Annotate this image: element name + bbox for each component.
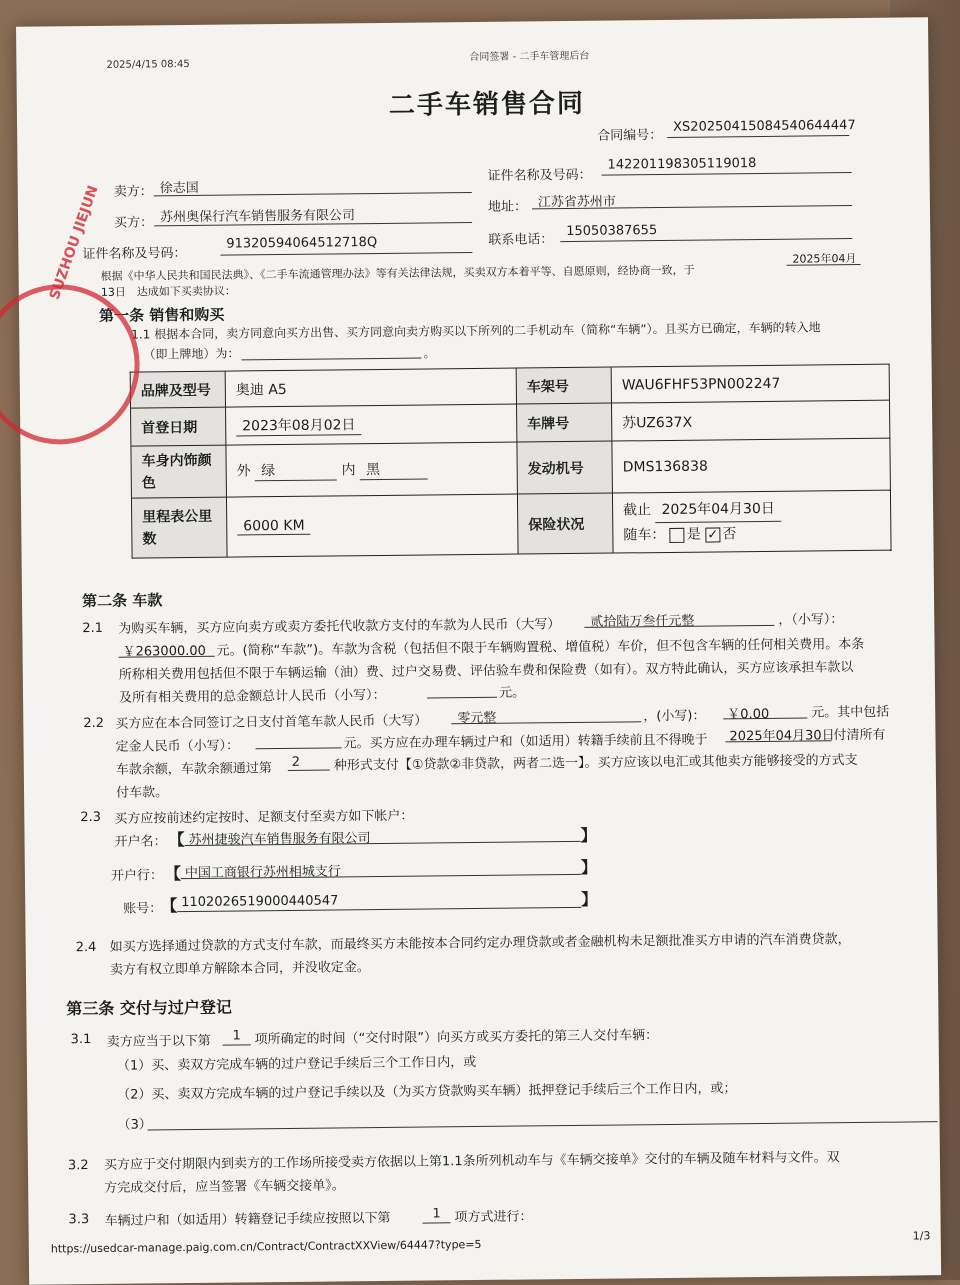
deposit-amount-line	[256, 747, 342, 749]
address: 江苏省苏州市	[537, 194, 616, 211]
clause-2-3-number: 2.3	[80, 809, 102, 826]
color-label: 车身内饰颜色	[141, 452, 212, 491]
clause-2-1-small-label: ，（小写）：	[778, 612, 844, 628]
clause-2-4-line-2: 卖方有权立即单方解除本合同，并没收定金。	[109, 960, 370, 978]
brand-label: 品牌及型号	[140, 382, 211, 399]
ext-prefix: 外	[236, 463, 251, 480]
preamble-line-1: 根据《中华人民共和国民法典》、《二手车流通管理办法》等有关法律法规，买卖双方本着平等、自愿原则，经协商一致，于	[100, 263, 695, 283]
article-1-heading: 第一条 销售和购买	[98, 305, 225, 325]
contract-page	[16, 17, 941, 1284]
delivery-option-3-line	[148, 1121, 938, 1130]
contract-title: 二手车销售合同	[388, 88, 586, 121]
account-name-bracket-close: 】	[580, 825, 597, 845]
preamble-date-day: 13日	[100, 285, 126, 299]
clause-1-1-end: 。	[423, 346, 436, 361]
clause-3-1-line-1: 卖方应当于以下第	[106, 1033, 211, 1050]
window-title: 合同签署 - 二手车管理后台	[469, 50, 590, 64]
clause-2-2-line-3-end: 种形式支付【①贷款②非贷款，两者二选一】。买方应该以电汇或其他卖方能够接受的方式支	[333, 753, 858, 774]
engine-cell	[612, 438, 891, 493]
price-amount: ￥263000.00	[122, 643, 206, 660]
clause-3-1-line-1-end: 项所确定的时间（“交付时限”）向买方或买方委托的第三人交付车辆：	[254, 1028, 659, 1048]
clause-2-1-line-4: 及所有相关费用的总金额总计人民币（小写）：	[118, 687, 386, 706]
clause-2-2-line-2-end: 付清所有	[833, 727, 886, 744]
clause-3-2-number: 3.2	[67, 1158, 89, 1174]
contract-number-label: 合同编号：	[597, 128, 663, 144]
preamble-date: 2025年04月	[792, 251, 857, 266]
mileage-cell	[226, 494, 518, 557]
clause-2-2-line-2: 定金人民币（小写）：	[115, 738, 240, 755]
contract-number-line	[667, 135, 849, 138]
with-car-yes-label: 是	[686, 526, 701, 543]
delivery-option-2: （2）买、卖双方完成车辆的过户登记手续以及（为买方贷款购买车辆）抵押登记手续后三个工作日内，或；	[117, 1081, 737, 1103]
account-name-bracket-open: 【	[168, 830, 185, 850]
address-label: 地址：	[487, 199, 528, 215]
mileage-label-cell	[131, 497, 227, 558]
account-number: 1102026519000440547	[181, 893, 339, 911]
clause-2-3-line-1: 买方应按前述约定按时、足额支付至卖方如下帐户：	[114, 808, 414, 827]
plate-value: 苏UZ637X	[622, 414, 693, 431]
preamble-line-2: 达成如下买卖协议：	[136, 284, 236, 299]
int-color: 黑	[360, 458, 428, 480]
plate-cell	[611, 400, 889, 441]
down-payment-words: 零元整	[457, 710, 497, 727]
color-label-cell	[131, 445, 227, 498]
with-car-label: 随车：	[623, 527, 666, 544]
seller-id: 142201198305119018	[607, 156, 757, 173]
clause-2-2-small-label: ，(小写)：	[643, 708, 706, 725]
account-number-label: 账号：	[123, 901, 163, 917]
registration-place-line	[242, 358, 422, 361]
account-number-bracket-open: 【	[161, 896, 178, 916]
transfer-item-line	[423, 1222, 451, 1223]
bank-name: 中国工商银行苏州相城支行	[184, 864, 341, 882]
clause-2-2-line-1: 买方应在本合同签订之日支付首笔车款人民币（大写）	[115, 713, 428, 732]
total-amount-line	[427, 697, 497, 699]
buyer-id-label: 证件名称及号码：	[82, 246, 187, 263]
clause-2-1-number: 2.1	[82, 620, 104, 637]
clause-2-2-line-2-mid: 元。买方应在办理车辆过户和（如适用）转籍手续前且不得晚于	[343, 732, 708, 752]
article-3-heading: 第三条 交付与过户登记	[66, 997, 232, 1019]
with-car-no-checkbox[interactable]	[705, 527, 720, 542]
reg-label: 首登日期	[141, 419, 198, 436]
buyer-id-line	[220, 252, 472, 256]
plate-label-cell	[517, 403, 612, 442]
insurance-date: 2025年04月30日	[655, 497, 781, 523]
int-prefix: 内	[341, 462, 356, 479]
delivery-option-1: （1）买、卖双方完成车辆的过户登记手续后三个工作日内，或	[116, 1055, 477, 1074]
delivery-item: 1	[232, 1028, 241, 1044]
with-car-no-label: 否	[722, 526, 737, 543]
seller-line	[154, 192, 472, 196]
insurance-prefix: 截止	[623, 502, 652, 519]
vin-value: WAU6FHF53PN002247	[621, 375, 781, 393]
clause-3-3-line-end: 项方式进行：	[454, 1209, 533, 1226]
delivery-item-line	[223, 1044, 251, 1045]
clause-2-1-line-3: 所称相关费用包括但不限于车辆运输（油）费、过户交易费、评估验车费和保险费（如有）。双方特此确认，买方应该承担车款以	[118, 660, 854, 683]
clause-2-2-line-1-end: 元。其中包括	[811, 704, 890, 721]
price-in-words: 贰拾陆万叁仟元整	[590, 613, 695, 630]
contract-number: XS20250415084540644447	[673, 117, 856, 135]
transfer-item: 1	[432, 1206, 441, 1222]
clause-2-4-line-1: 如买方选择通过贷款的方式支付车款，而最终买方未能按本合同约定办理贷款或者金融机构未足额批准买方申请的汽车消费贷款，	[109, 932, 851, 955]
bank-label: 开户行：	[110, 868, 164, 884]
insurance-label-cell	[517, 493, 613, 554]
bank-bracket-open: 【	[164, 864, 182, 884]
down-payment-amount: ￥0.00	[727, 706, 770, 723]
clause-2-2-line-3: 车款余额，车款余额通过第	[115, 761, 272, 778]
seller-name: 徐志国	[159, 180, 199, 197]
company-seal-text: SUZHOU JIEJUN	[46, 183, 102, 302]
brand-value: 奥迪 A5	[235, 381, 287, 398]
clause-2-1-line-2: 元。(简称“车款”)。车款为含税（包括但不限于车辆购置税、增值税）车价，但不包含车辆的任何相关费用。本条	[216, 636, 865, 659]
phone: 15050387655	[566, 223, 658, 240]
clause-2-4-number: 2.4	[75, 939, 97, 956]
account-number-bracket-close: 】	[581, 889, 598, 909]
payment-method: 2	[291, 754, 301, 770]
account-name: 苏州捷骏汽车销售服务有限公司	[188, 831, 371, 849]
account-name-label: 开户名：	[114, 834, 167, 850]
insurance-label: 保险状况	[528, 516, 585, 533]
article-2-heading: 第二条 车款	[81, 591, 163, 611]
reg-value: 2023年08月02日	[236, 414, 361, 436]
clause-3-2-line-1: 买方应于交付期限内到卖方的工作场所接受卖方依据以上第1.1条所列机动车与《车辆交接单》交付的车辆及随车材料与文件。双	[103, 1150, 840, 1173]
page-number: 1/3	[912, 1229, 931, 1243]
buyer-label: 买方：	[114, 215, 154, 231]
vehicle-table	[130, 364, 892, 559]
clause-3-1-number: 3.1	[70, 1032, 92, 1048]
clause-3-3-line: 车辆过户和（如适用）转籍登记手续应按照以下第	[104, 1210, 391, 1229]
phone-label: 联系电话：	[488, 232, 554, 248]
engine-label-cell	[517, 441, 613, 494]
seller-label: 卖方：	[113, 184, 153, 200]
print-timestamp: 2025/4/15 08:45	[106, 58, 190, 71]
vin-label: 车架号	[526, 378, 569, 395]
seller-id-line	[602, 172, 852, 176]
reg-cell	[226, 404, 517, 445]
mileage-value: 6000 KM	[237, 518, 311, 536]
brand-cell	[225, 368, 516, 407]
bank-bracket-close: 】	[580, 857, 597, 877]
clause-3-2-line-2: 方完成交付后，应当签署《车辆交接单》。	[104, 1178, 345, 1196]
payment-method-line	[288, 770, 330, 771]
brand-label-cell	[130, 371, 225, 408]
buyer-name: 苏州奥保行汽车销售服务有限公司	[159, 208, 356, 226]
clause-3-3-number: 3.3	[68, 1212, 90, 1228]
engine-label: 发动机号	[527, 460, 584, 477]
delivery-option-3: （3）	[117, 1117, 152, 1133]
vin-cell	[611, 364, 889, 403]
plate-label: 车牌号	[527, 415, 570, 432]
clause-2-2-number: 2.2	[83, 715, 105, 732]
payment-deadline: 2025年04月30日	[729, 728, 835, 745]
ext-color: 绿	[255, 459, 337, 481]
clause-2-2-line-4: 付车款。	[115, 785, 169, 801]
insurance-cell	[612, 490, 891, 553]
clause-2-1-line-4-end: 元。	[498, 685, 526, 701]
mileage-label: 里程表公里数	[142, 508, 213, 547]
vin-label-cell	[516, 367, 611, 404]
clause-1-1-line-1: 1.1 根据本合同，卖方同意向买方出售、买方同意向卖方购买以下所列的二手机动车（简称“车辆”）。且买方已确定，车辆的转入地	[131, 320, 821, 342]
engine-value: DMS136838	[622, 458, 708, 475]
buyer-id: 91320594064512718Q	[226, 235, 378, 252]
reg-label-cell	[131, 407, 226, 446]
clause-2-1-line-1: 为购买车辆，买方应向卖方或卖方委托代收款方支付的车款为人民币（大写）	[118, 617, 561, 637]
color-cell	[226, 442, 518, 497]
with-car-yes-checkbox[interactable]	[670, 527, 685, 542]
seller-id-label: 证件名称及号码：	[487, 167, 592, 184]
clause-1-1-line-2: （即上牌地）为：	[143, 346, 240, 362]
page-url: https://usedcar-manage.paig.com.cn/Contract/ContractXXView/64447?type=5	[50, 1237, 482, 1256]
